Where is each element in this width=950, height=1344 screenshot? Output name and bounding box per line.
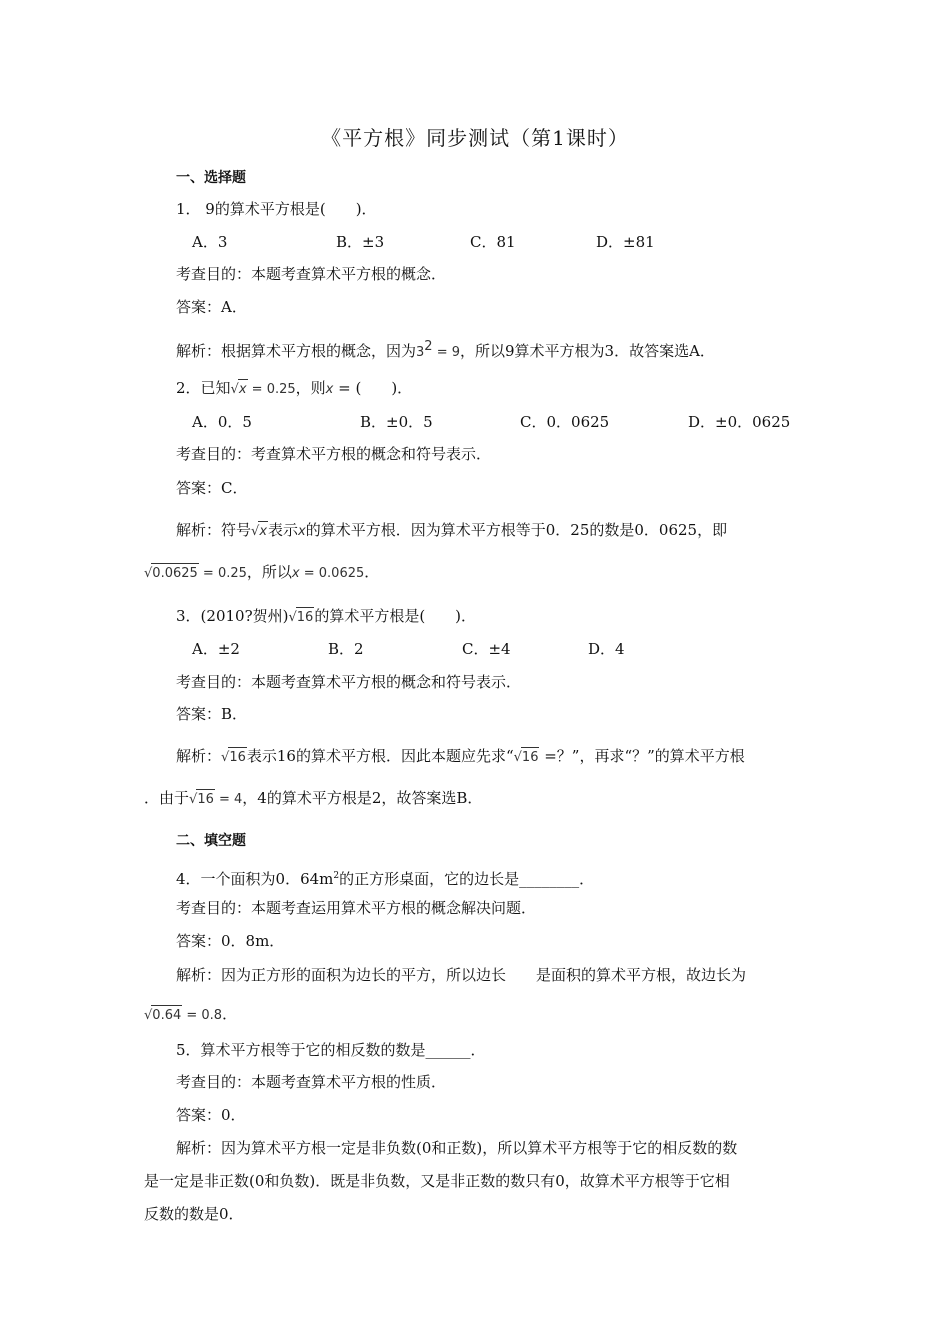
q1-purpose: 考查目的：本题考查算术平方根的概念．	[176, 265, 447, 283]
sqrt-symbol: √x	[231, 379, 248, 400]
q2-analysis-line2-equation: = 0.25	[198, 566, 247, 581]
q2-analysis-line2-variable: x	[291, 566, 300, 581]
q4-stem-text-a: 4．一个面积为0．64m	[176, 870, 334, 888]
q1-analysis	[176, 337, 715, 363]
sqrt-symbol: √x	[251, 521, 268, 542]
q2-stem-text-b: ，则	[295, 379, 326, 397]
q3-option-d: D．4	[588, 640, 625, 658]
q3-analysis-line-1	[176, 746, 745, 768]
q2-option-c: C．0．0625	[520, 413, 610, 431]
q3-analysis-text-c: =？”，再求“？”的算术平方根	[539, 747, 745, 765]
sqrt-symbol: √16	[221, 747, 247, 768]
q3-option-c: C．±4	[462, 640, 511, 658]
q3-stem-text-a: 3．(2010?贺州)	[176, 607, 289, 625]
q2-analysis-line2-radicand: 0.0625	[151, 563, 199, 584]
q2-analysis-line-2	[144, 562, 379, 584]
q2-analysis-radicand: x	[258, 521, 268, 542]
q3-analysis-radicand-2: 16	[521, 747, 540, 768]
page-title: 《平方根》同步测试（第1课时）	[321, 126, 629, 150]
q5-analysis-line-1: 解析：因为算术平方根一定是非负数(0和正数)，所以算术平方根等于它的相反数的数	[176, 1139, 738, 1157]
q3-analysis-radicand: 16	[228, 747, 247, 768]
q1-option-c: C．81	[470, 233, 516, 251]
q2-stem	[176, 378, 412, 400]
q1-analysis-text-a: 解析：根据算术平方根的概念，因为	[176, 342, 417, 360]
q2-analysis-line2-text-b: ，所以	[246, 563, 292, 581]
q2-analysis-text-c: 的算术平方根．因为算术平方根等于0．25的数是0．0625，即	[305, 521, 728, 539]
q4-analysis-line-2	[144, 1004, 237, 1026]
q2-analysis-line2-equation-2: = 0.0625	[299, 566, 365, 581]
q5-stem: 5．算术平方根等于它的相反数的数是______．	[176, 1041, 486, 1059]
q3-analysis-line2-text-b: ，4的算术平方根是2，故答案选B．	[242, 789, 483, 807]
sqrt-symbol: √16	[288, 607, 314, 628]
q2-option-a: A．0．5	[192, 413, 252, 431]
q2-stem-variable: x	[325, 382, 334, 397]
q3-analysis-line2-equation: = 4	[214, 792, 243, 807]
q1-option-d: D．±81	[596, 233, 655, 251]
q3-analysis-text-b: 表示16的算术平方根．因此本题应先求“	[246, 747, 514, 765]
q2-option-d: D．±0．0625	[688, 413, 791, 431]
q4-stem	[176, 866, 594, 889]
q2-analysis-text-b: 表示	[268, 521, 299, 539]
q5-answer: 答案：0．	[176, 1106, 246, 1124]
q4-analysis-line2-equation: = 0.8	[182, 1008, 223, 1023]
q5-analysis-line-3: 反数的数是0．	[144, 1205, 244, 1223]
q2-stem-radicand: x	[238, 379, 248, 400]
q3-stem-text-b: 的算术平方根是( )．	[314, 607, 477, 625]
q3-stem	[176, 606, 476, 628]
q1-analysis-text-b: ，所以9算术平方根为3．故答案选A．	[460, 342, 715, 360]
q2-analysis-text-a: 解析：符号	[176, 521, 252, 539]
q3-analysis-line-2	[144, 788, 482, 810]
q4-stem-text-b: 的正方形桌面，它的边长是________．	[339, 870, 595, 888]
q4-stem-superscript: 2	[333, 871, 340, 881]
q1-option-a: A．3	[192, 233, 228, 251]
q3-option-b: B．2	[328, 640, 364, 658]
sqrt-symbol: √16	[514, 747, 540, 768]
q5-purpose: 考查目的：本题考查算术平方根的性质．	[176, 1073, 447, 1091]
q4-analysis-line2-radicand: 0.64	[151, 1005, 182, 1026]
q2-purpose: 考查目的：考查算术平方根的概念和符号表示．	[176, 445, 492, 463]
sqrt-symbol: √16	[189, 789, 215, 810]
section-fill-heading: 二、填空题	[176, 833, 246, 849]
q3-answer: 答案：B．	[176, 705, 248, 723]
sqrt-symbol: √0.64	[144, 1005, 182, 1026]
section-choice-heading: 一、选择题	[176, 170, 246, 186]
q1-analysis-base: 3	[416, 345, 425, 360]
q2-answer: 答案：C．	[176, 479, 248, 497]
q2-analysis-line2-text-c: ．	[364, 563, 380, 581]
q1-analysis-exponent: 2	[424, 339, 433, 354]
q5-analysis-line-2: 是一定是非正数(0和负数)．既是非负数，又是非正数的数只有0，故算术平方根等于它相	[144, 1172, 730, 1190]
q3-option-a: A．±2	[192, 640, 240, 658]
q3-purpose: 考查目的：本题考查算术平方根的概念和符号表示．	[176, 673, 522, 691]
q2-stem-text-c: = ( )．	[333, 379, 413, 397]
q3-analysis-text-a: 解析：	[176, 747, 222, 765]
q1-answer: 答案：A．	[176, 298, 247, 316]
q1-option-b: B．±3	[336, 233, 385, 251]
sqrt-symbol: √0.0625	[144, 563, 199, 584]
q4-analysis-line2-text-b: ．	[222, 1005, 238, 1023]
q2-stem-text-a: 2．已知	[176, 379, 231, 397]
q3-stem-radicand: 16	[296, 607, 315, 628]
q2-analysis-line-1	[176, 520, 727, 542]
q1-analysis-equation: = 9	[432, 345, 461, 360]
q4-answer: 答案：0．8m．	[176, 932, 285, 950]
q4-analysis-line-1: 解析：因为正方形的面积为边长的平方，所以边长 是面积的算术平方根，故边长为	[176, 966, 747, 984]
q2-option-b: B．±0．5	[360, 413, 433, 431]
q1-stem: 1． 9的算术平方根是( )．	[176, 200, 377, 218]
q3-analysis-line2-text-a: ．由于	[144, 789, 190, 807]
q3-analysis-line2-radicand: 16	[196, 789, 215, 810]
q2-analysis-variable: x	[298, 524, 306, 539]
q4-purpose: 考查目的：本题考查运用算术平方根的概念解决问题．	[176, 899, 537, 917]
q2-stem-equation: = 0.25	[247, 382, 296, 397]
